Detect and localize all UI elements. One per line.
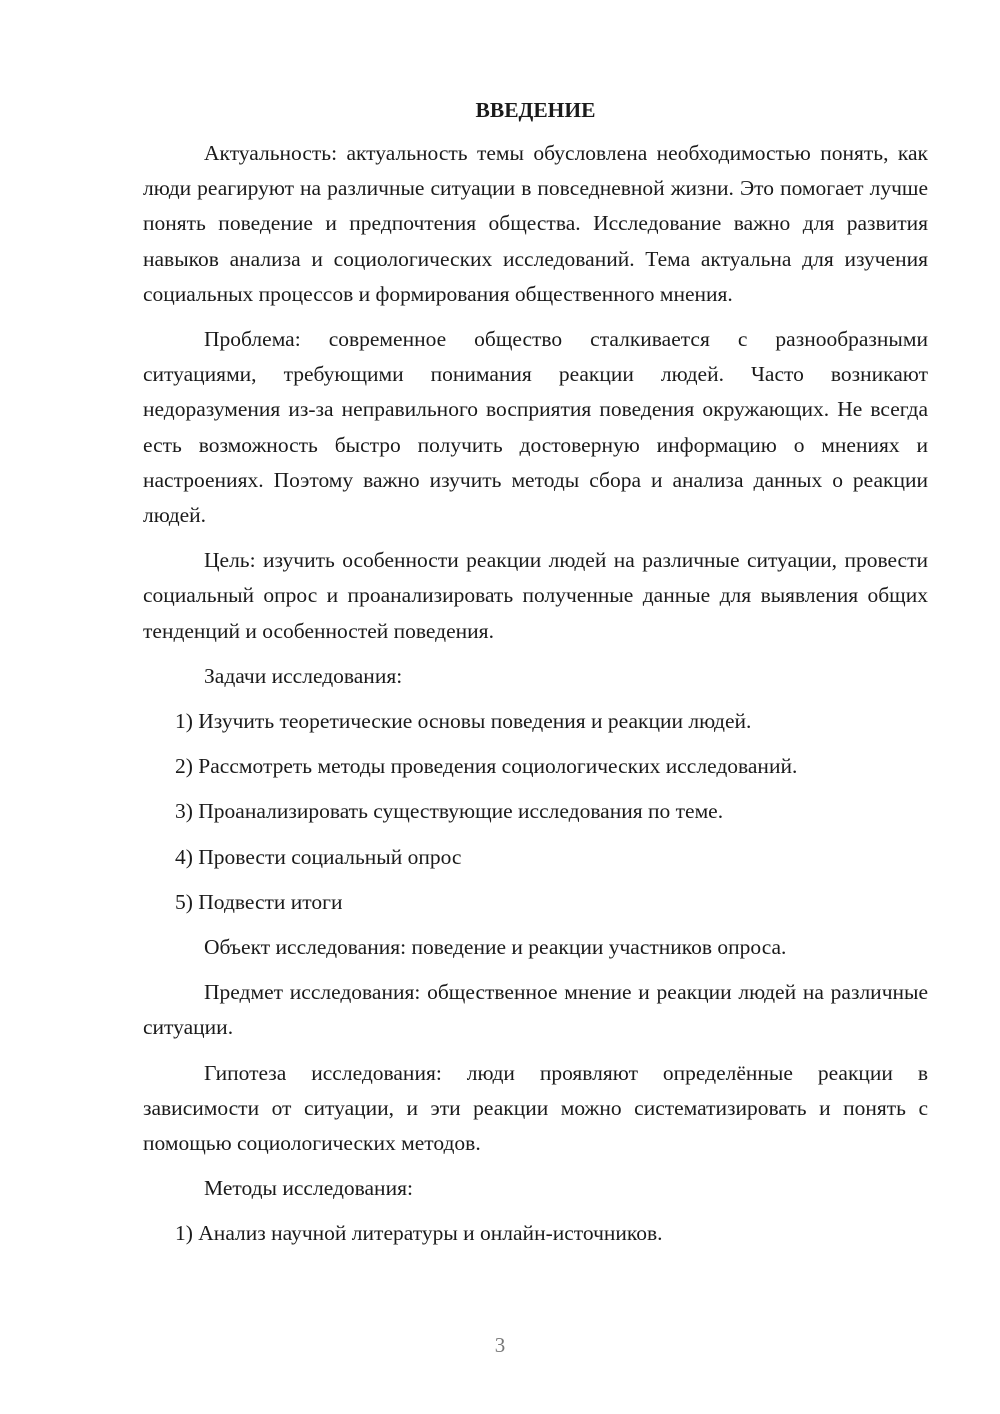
- object-paragraph: Объект исследования: поведение и реакции участников опроса.: [204, 935, 787, 960]
- methods-list: [143, 1216, 928, 1251]
- methods-heading: Методы исследования:: [204, 1176, 413, 1201]
- subject-paragraph: Предмет исследования: общественное мнение и реакции людей на различные ситуации.: [143, 980, 928, 1040]
- list-item: 3) Проанализировать существующие исследования по теме.: [175, 799, 724, 824]
- page-number: 3: [494, 1333, 506, 1357]
- list-item: 2) Рассмотреть методы проведения социологических исследований.: [175, 754, 798, 779]
- tasks-heading: Задачи исследования:: [204, 663, 403, 688]
- hypothesis-paragraph: Гипотеза исследования: люди проявляют определённые реакции в зависимости от ситуации, и эти реакции можно систематизировать и понять с помощью социологических методов.: [143, 1060, 928, 1156]
- relevance-paragraph: Актуальность: актуальность темы обусловлена необходимостью понять, как люди реагируют на различные ситуации в повседневной жизни. Это помогает лучше понять поведение и предпочтения общества. Исследование важно для развития навыков анализа и социологических исследований. Тема актуальна для изучения социальных процессов и формирования общественного мнения.: [143, 141, 928, 306]
- document-page: [143, 94, 928, 1262]
- list-item: 4) Провести социальный опрос: [175, 844, 462, 869]
- section-title: ВВЕДЕНИЕ: [475, 98, 596, 122]
- problem-paragraph: Проблема: современное общество сталкивается с разнообразными ситуациями, требующими понимания реакции людей. Часто возникают недоразумения из-за неправильного восприятия поведения окружающих. Не всегда есть возможность быстро получить достоверную информацию о мнениях и настроениях. Поэтому важно изучить методы сбора и анализа данных о реакции людей.: [143, 327, 928, 528]
- list-item: 1) Изучить теоретические основы поведения и реакции людей.: [175, 709, 752, 734]
- list-item: 1) Анализ научной литературы и онлайн-источников.: [175, 1221, 663, 1246]
- list-item: 5) Подвести итоги: [175, 889, 343, 914]
- tasks-list: [143, 704, 928, 920]
- goal-paragraph: Цель: изучить особенности реакции людей на различные ситуации, провести социальный опрос и проанализировать полученные данные для выявления общих тенденций и особенностей поведения.: [143, 548, 928, 643]
